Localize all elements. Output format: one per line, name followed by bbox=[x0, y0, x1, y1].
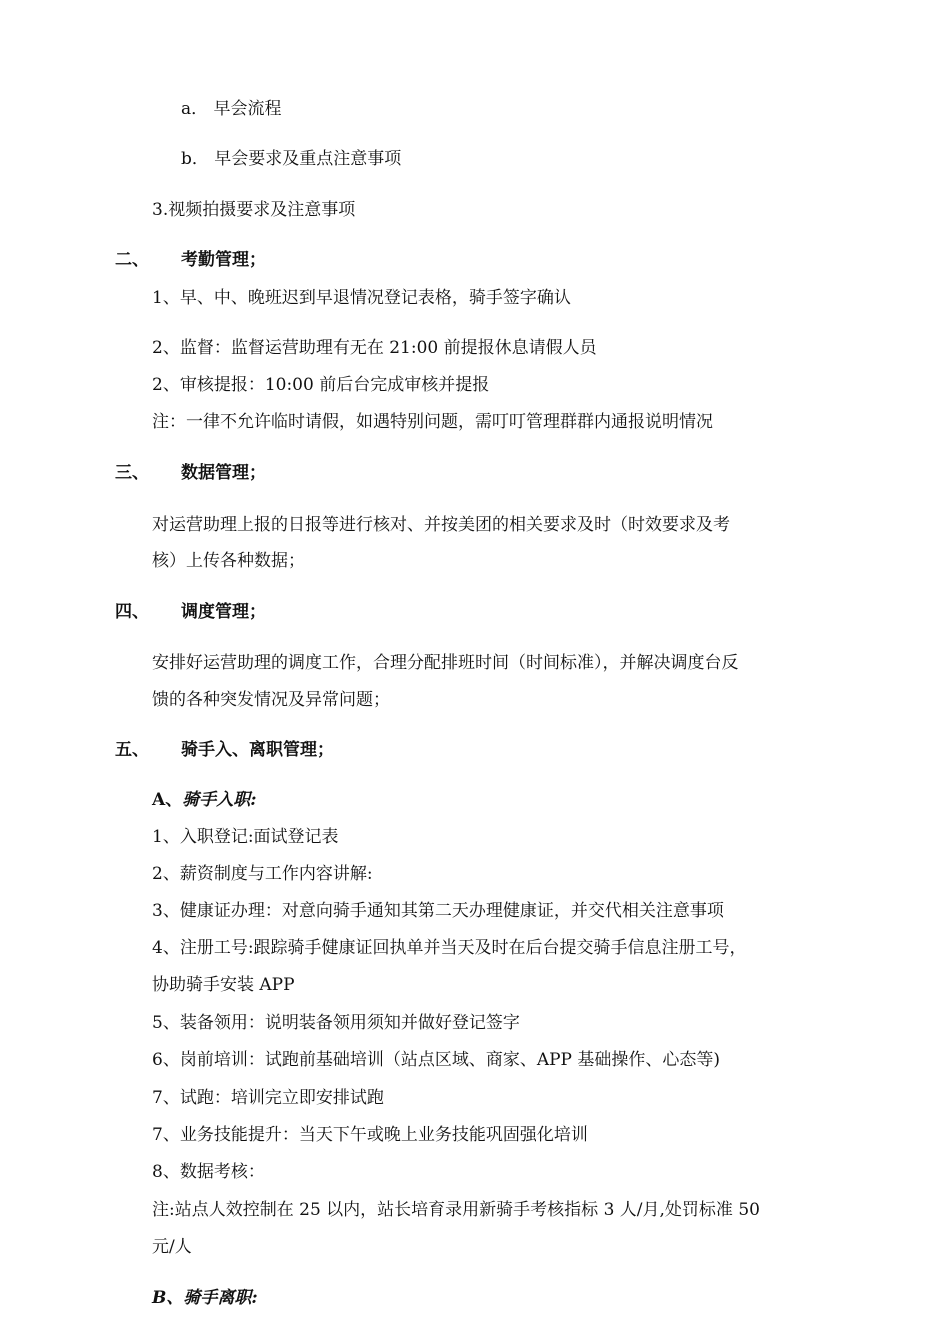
section-title: 数据管理； bbox=[181, 463, 266, 483]
section-title: 调度管理； bbox=[181, 602, 266, 622]
paragraph-line: 元/人 bbox=[152, 1237, 192, 1257]
paragraph-line: 2、薪资制度与工作内容讲解: bbox=[152, 864, 373, 884]
subheading-prefix: A、 bbox=[152, 790, 183, 810]
paragraph-line: 4、注册工号:跟踪骑手健康证回执单并当天及时在后台提交骑手信息注册工号， bbox=[152, 938, 747, 958]
section-number: 四、 bbox=[115, 602, 149, 622]
section-number: 三、 bbox=[115, 463, 149, 483]
subheading-rider-onboarding bbox=[152, 789, 256, 811]
paragraph-line: 协助骑手安装 APP bbox=[152, 975, 295, 995]
paragraph-line: 8、数据考核： bbox=[152, 1162, 265, 1182]
section-title: 考勤管理； bbox=[181, 250, 266, 270]
section-number: 五、 bbox=[115, 740, 149, 760]
section-number: 二、 bbox=[115, 250, 149, 270]
paragraph-line: 核）上传各种数据； bbox=[152, 551, 305, 571]
paragraph-line: 3、健康证办理：对意向骑手通知其第二天办理健康证，并交代相关注意事项 bbox=[152, 901, 724, 921]
paragraph-line: 1、入职登记:面试登记表 bbox=[152, 827, 339, 847]
paragraph-line: 5、装备领用：说明装备领用须知并做好登记签字 bbox=[152, 1013, 520, 1033]
paragraph-line: 2、审核提报：10:00 前后台完成审核并提报 bbox=[152, 375, 490, 395]
paragraph-line: 馈的各种突发情况及异常问题； bbox=[152, 690, 390, 710]
paragraph-line: 7、试跑：培训完立即安排试跑 bbox=[152, 1088, 384, 1108]
item-b: b． 早会要求及重点注意事项 bbox=[181, 149, 402, 169]
subheading-title: 骑手入职: bbox=[182, 790, 257, 810]
paragraph-line: 安排好运营助理的调度工作，合理分配排班时间（时间标准），并解决调度台反 bbox=[152, 653, 739, 673]
subheading-title: B、骑手离职: bbox=[152, 1288, 258, 1308]
paragraph-line: 6、岗前培训：试跑前基础培训（站点区域、商家、APP 基础操作、心态等) bbox=[152, 1050, 721, 1070]
item-a: a． 早会流程 bbox=[181, 99, 282, 119]
subheading-rider-resignation bbox=[152, 1287, 258, 1309]
paragraph-line: 对运营助理上报的日报等进行核对、并按美团的相关要求及时（时效要求及考 bbox=[152, 515, 730, 535]
paragraph-line: 7、业务技能提升：当天下午或晚上业务技能巩固强化培训 bbox=[152, 1125, 588, 1145]
paragraph-line: 1、早、中、晚班迟到早退情况登记表格，骑手签字确认 bbox=[152, 288, 571, 308]
paragraph-line: 注:站点人效控制在 25 以内，站长培育录用新骑手考核指标 3 人/月,处罚标准 50 bbox=[152, 1200, 760, 1220]
item-video: 3.视频拍摄要求及注意事项 bbox=[152, 200, 356, 220]
paragraph-line: 注：一律不允许临时请假，如遇特别问题，需叮叮管理群群内通报说明情况 bbox=[152, 412, 713, 432]
section-title: 骑手入、离职管理； bbox=[181, 740, 334, 760]
paragraph-line: 2、监督：监督运营助理有无在 21:00 前提报休息请假人员 bbox=[152, 338, 597, 358]
